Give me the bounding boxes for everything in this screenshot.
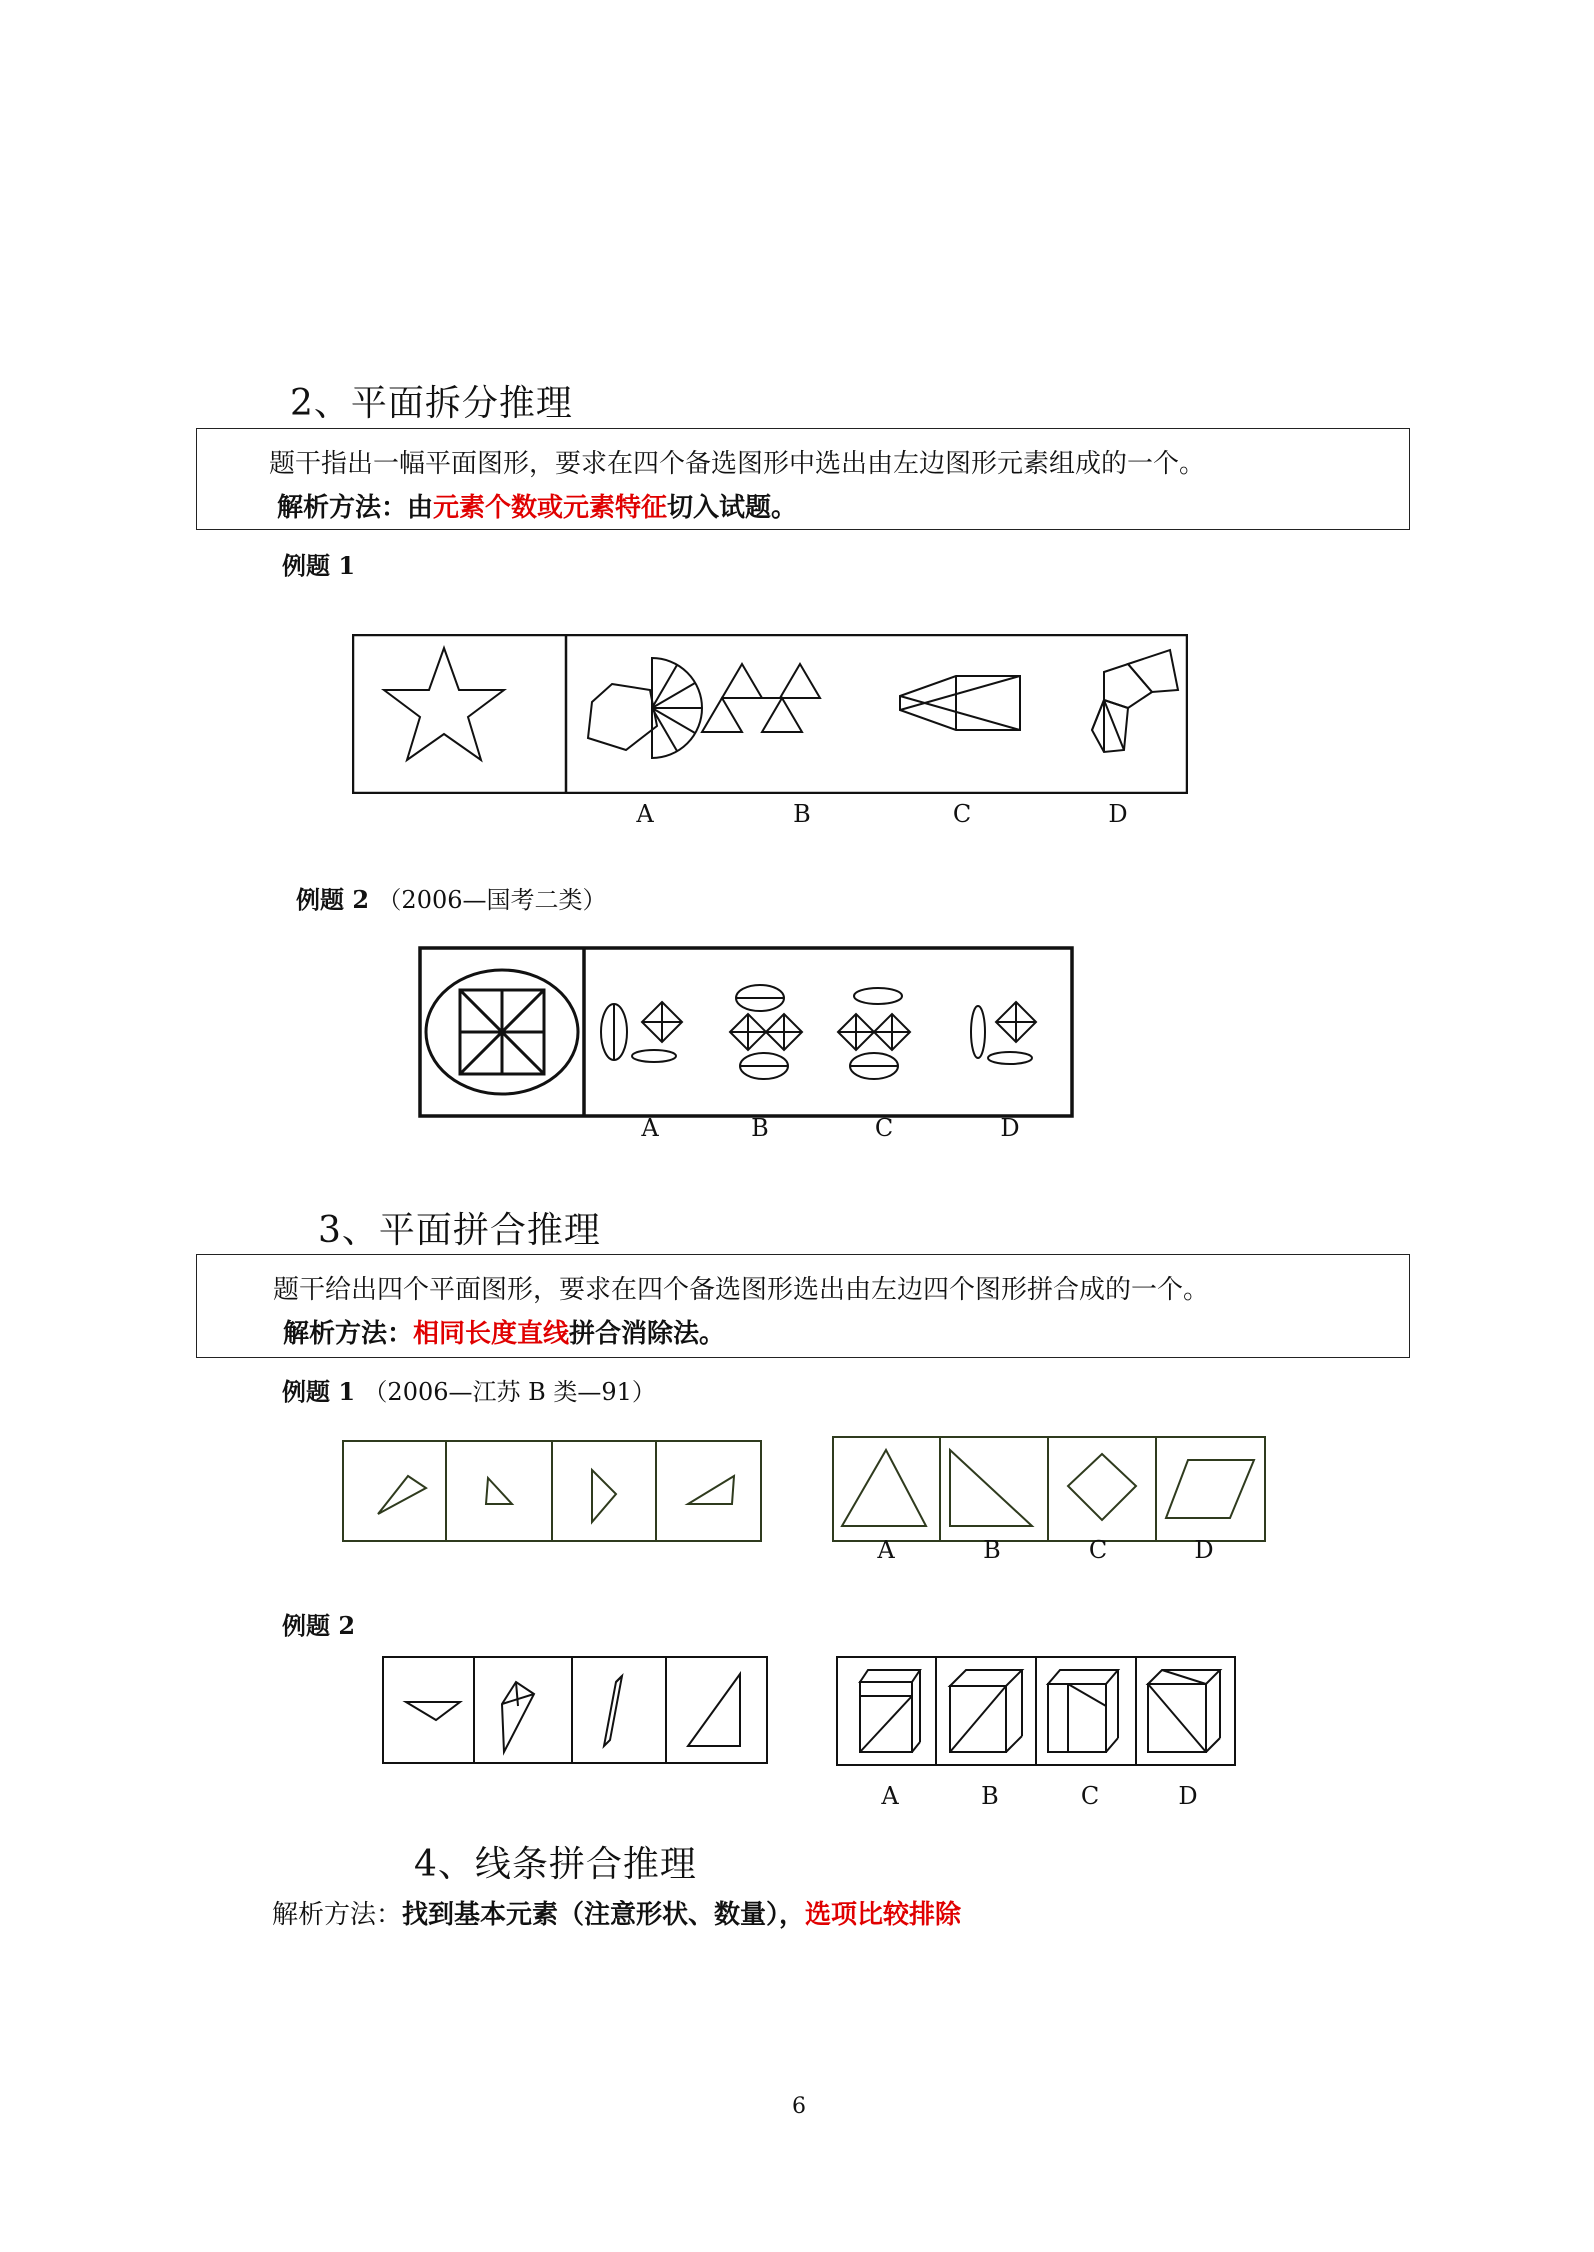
sec2-ex1-drawing [352,634,1188,794]
ex1-label: 例题 1 [282,1377,356,1406]
sec3-ex2-question-drawing [382,1656,768,1764]
section-2-title: 2、平面拆分推理 [290,383,573,424]
sec3-ex2-option-d: D [1178,1782,1198,1810]
sec3-ex1-option-d: D [1194,1536,1214,1564]
section-2-method [277,487,797,524]
sec3-ex1-option-a: A [877,1536,895,1564]
sec3-ex1-options-figure [832,1436,1266,1542]
sec3-ex2-options-drawing [836,1656,1236,1766]
sec3-ex1-options-drawing [832,1436,1266,1542]
ex1-source: （2006—江苏 B 类—91） [363,1378,656,1406]
section-3-box [196,1254,1410,1358]
method-pre: 由 [407,493,434,523]
sec3-ex2-question-figure [382,1656,768,1764]
sec3-ex2-option-c: C [1080,1782,1100,1810]
section-4-title: 4、线条拼合推理 [414,1844,697,1885]
section-3-example-1-label [282,1372,656,1407]
sec2-ex2-option-a: A [641,1114,659,1142]
ex2-source: （2006—国考二类） [377,886,607,914]
sec3-ex2-option-b: B [981,1782,999,1810]
method-pre: 找到基本元素（注意形状、数量）， [402,1900,806,1930]
section-2-example-1-label: 例题 1 [282,551,356,580]
method-highlight: 相同长度直线 [413,1319,570,1349]
sec3-ex1-question-drawing [342,1440,762,1542]
sec2-ex2-option-c: C [874,1114,894,1142]
section-2-example-2-label [296,880,607,915]
method-highlight: 选项比较排除 [805,1900,962,1930]
section-3-desc: 题干给出四个平面图形，要求在四个备选图形选出由左边四个图形拼合成的一个。 [273,1275,1210,1305]
sec3-ex1-question-figure [342,1440,762,1542]
page-number: 6 [792,2094,806,2119]
sec2-ex2-figure [418,946,1074,1118]
ex2-label: 例题 2 [296,885,370,914]
sec3-ex2-options-figure [836,1656,1236,1766]
section-2-desc: 题干指出一幅平面图形，要求在四个备选图形中选出由左边图形元素组成的一个。 [269,449,1206,479]
method-label: 解析方法： [277,493,408,523]
sec2-ex2-option-d: D [1000,1114,1020,1142]
method-post: 切入试题。 [667,493,798,523]
sec3-ex1-option-c: C [1088,1536,1108,1564]
method-label: 解析方法： [272,1900,403,1930]
method-label: 解析方法： [283,1319,414,1349]
section-3-example-2-label: 例题 2 [282,1611,356,1640]
sec2-ex2-option-b: B [751,1114,769,1142]
sec2-ex1-option-c: C [952,800,972,828]
sec2-ex1-figure [352,634,1188,794]
section-3-title: 3、平面拼合推理 [318,1210,601,1251]
method-highlight: 元素个数或元素特征 [433,493,668,523]
section-2-box [196,428,1410,530]
section-4-method [272,1894,961,1931]
section-3-method [283,1313,725,1350]
sec2-ex2-drawing [418,946,1074,1118]
sec3-ex1-option-b: B [983,1536,1001,1564]
method-post: 拼合消除法。 [569,1319,726,1349]
sec2-ex1-option-d: D [1108,800,1128,828]
sec2-ex1-option-b: B [793,800,811,828]
sec3-ex2-option-a: A [881,1782,899,1810]
sec2-ex1-option-a: A [636,800,654,828]
